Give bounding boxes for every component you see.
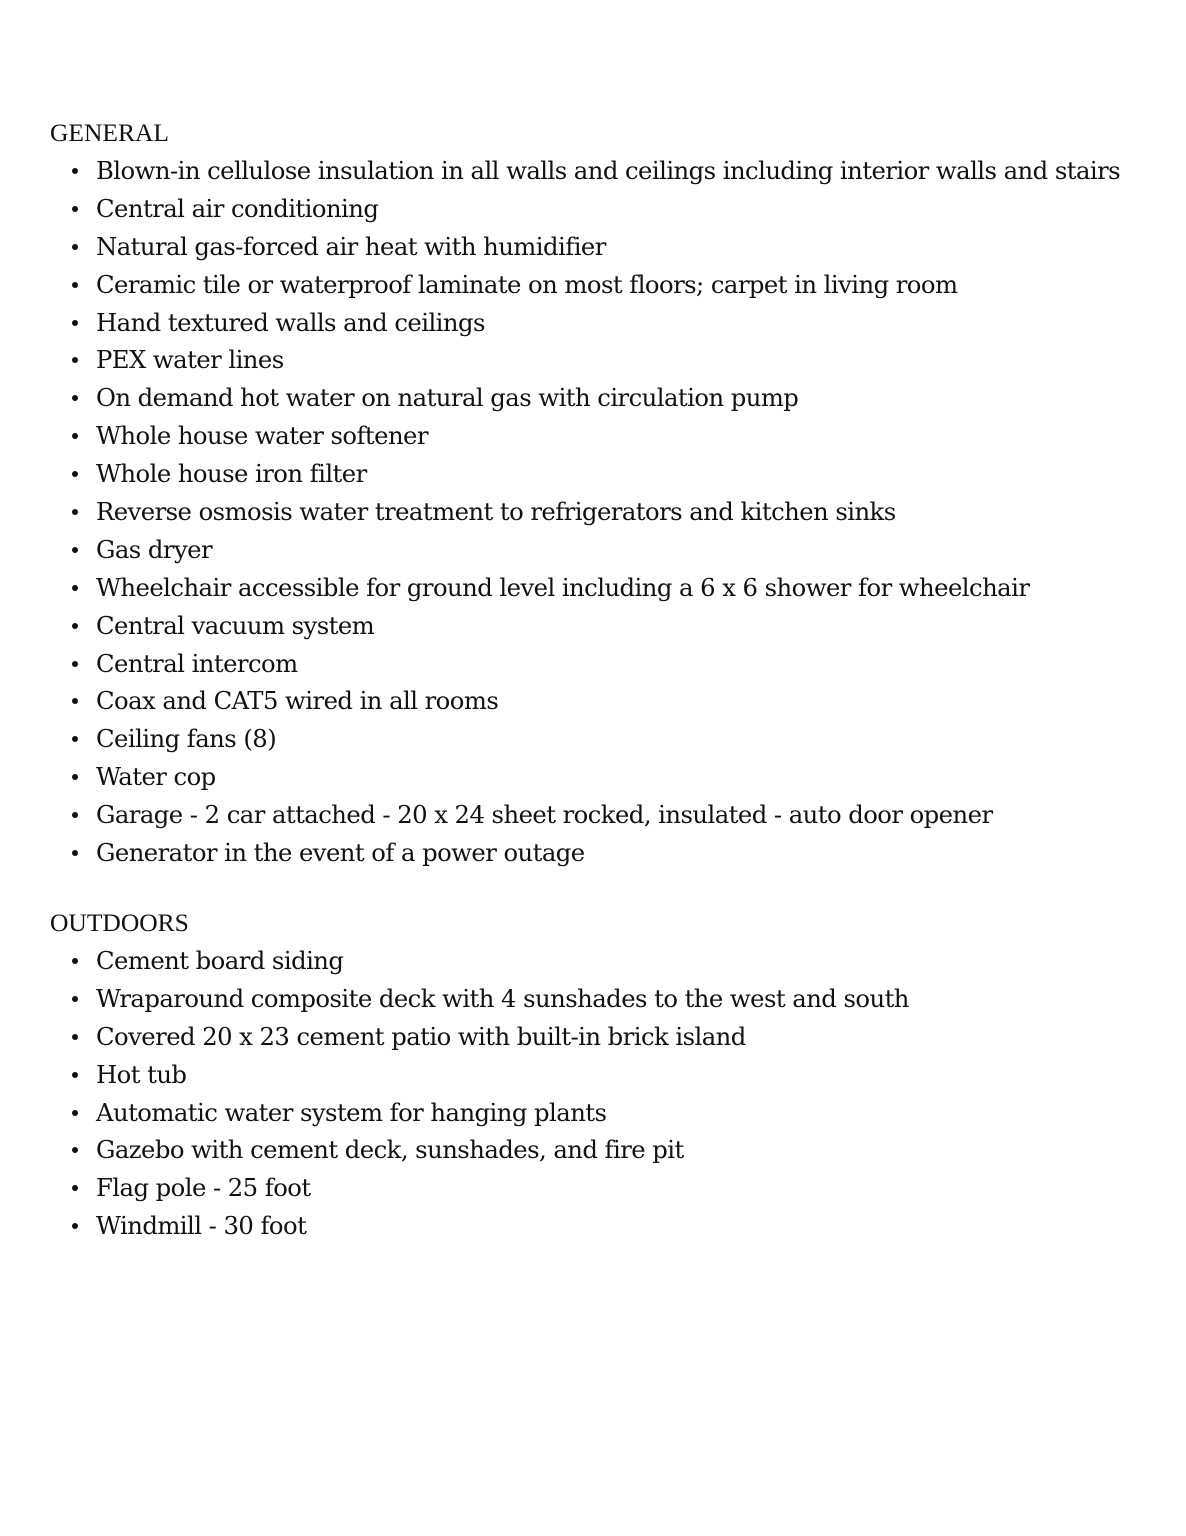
bullet-icon — [72, 1034, 78, 1040]
list-item: Cement board siding — [50, 944, 1160, 982]
bullet-icon — [72, 1185, 78, 1191]
bullet-icon — [72, 1147, 78, 1153]
bullet-icon — [72, 471, 78, 477]
list-item: Central intercom — [50, 647, 1160, 685]
bullet-icon — [72, 206, 78, 212]
bullet-icon — [72, 1072, 78, 1078]
bullet-icon — [72, 244, 78, 250]
list-item: Whole house iron filter — [50, 457, 1160, 495]
bullet-icon — [72, 357, 78, 363]
bullet-icon — [72, 996, 78, 1002]
list-item: Wheelchair accessible for ground level including a 6 x 6 shower for wheelchair — [50, 571, 1160, 609]
list-item: Windmill - 30 foot — [50, 1209, 1160, 1247]
list-item: Ceramic tile or waterproof laminate on most floors; carpet in living room — [50, 268, 1160, 306]
bullet-icon — [72, 698, 78, 704]
list-item: Hand textured walls and ceilings — [50, 306, 1160, 344]
list-item: Covered 20 x 23 cement patio with built-in brick island — [50, 1020, 1160, 1058]
list-item: Central air conditioning — [50, 192, 1160, 230]
list-item: Flag pole - 25 foot — [50, 1171, 1160, 1209]
list-item: PEX water lines — [50, 343, 1160, 381]
list-item: Wraparound composite deck with 4 sunshades to the west and south — [50, 982, 1160, 1020]
list-item: Gazebo with cement deck, sunshades, and fire pit — [50, 1133, 1160, 1171]
bullet-icon — [72, 547, 78, 553]
bullet-icon — [72, 1223, 78, 1229]
bullet-icon — [72, 850, 78, 856]
list-item: Automatic water system for hanging plants — [50, 1096, 1160, 1134]
bullet-icon — [72, 736, 78, 742]
bullet-icon — [72, 958, 78, 964]
list-item: Garage - 2 car attached - 20 x 24 sheet rocked, insulated - auto door opener — [50, 798, 1160, 836]
list-item: Coax and CAT5 wired in all rooms — [50, 684, 1160, 722]
section-general — [50, 116, 1160, 874]
list-item: Hot tub — [50, 1058, 1160, 1096]
section-outdoors — [50, 906, 1160, 1247]
bullet-icon — [72, 395, 78, 401]
list-item: Gas dryer — [50, 533, 1160, 571]
section-heading: OUTDOORS — [50, 908, 189, 937]
list-item: Ceiling fans (8) — [50, 722, 1160, 760]
section-heading: GENERAL — [50, 118, 169, 147]
list-item: Whole house water softener — [50, 419, 1160, 457]
feature-list — [50, 944, 1160, 1247]
bullet-icon — [72, 1110, 78, 1116]
bullet-icon — [72, 774, 78, 780]
bullet-icon — [72, 661, 78, 667]
bullet-icon — [72, 812, 78, 818]
bullet-icon — [72, 320, 78, 326]
list-item: On demand hot water on natural gas with circulation pump — [50, 381, 1160, 419]
feature-list — [50, 154, 1160, 874]
bullet-icon — [72, 623, 78, 629]
list-item: Central vacuum system — [50, 609, 1160, 647]
list-item: Water cop — [50, 760, 1160, 798]
list-item: Reverse osmosis water treatment to refrigerators and kitchen sinks — [50, 495, 1160, 533]
bullet-icon — [72, 168, 78, 174]
bullet-icon — [72, 282, 78, 288]
bullet-icon — [72, 509, 78, 515]
bullet-icon — [72, 585, 78, 591]
bullet-icon — [72, 433, 78, 439]
list-item: Natural gas-forced air heat with humidifier — [50, 230, 1160, 268]
list-item: Blown-in cellulose insulation in all walls and ceilings including interior walls and stairs — [50, 154, 1160, 192]
list-item: Generator in the event of a power outage — [50, 836, 1160, 874]
